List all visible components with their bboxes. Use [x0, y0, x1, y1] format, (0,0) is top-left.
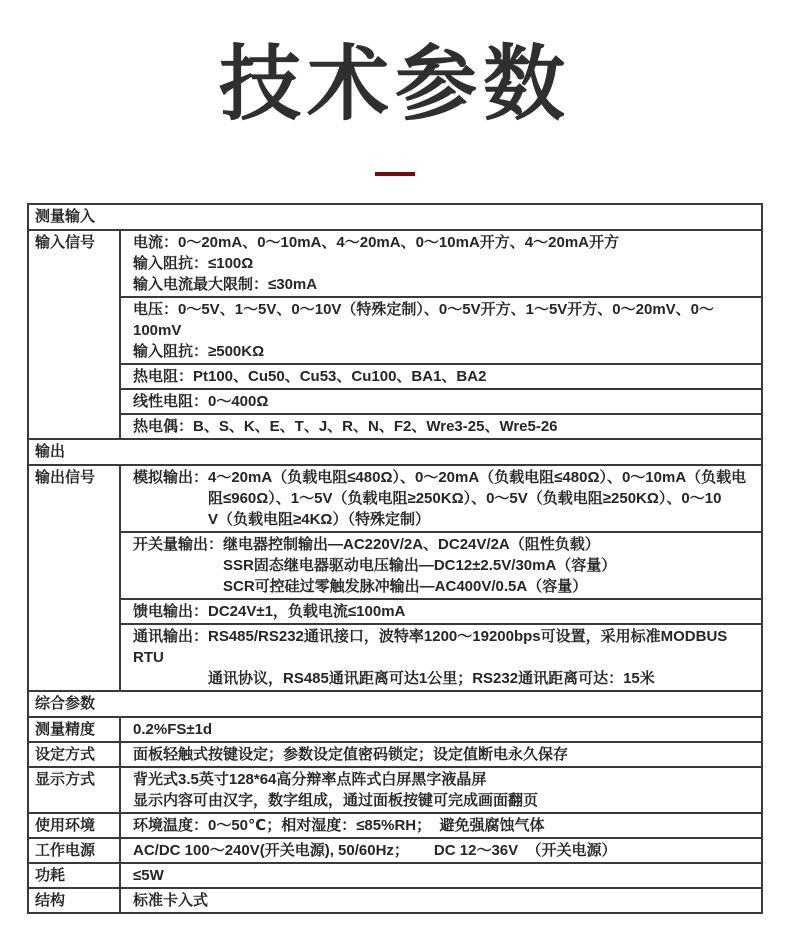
spec-row-power-supply	[29, 839, 761, 864]
spec-group	[121, 839, 761, 862]
spec-label: 功耗	[29, 864, 121, 887]
spec-group-rtd	[121, 365, 761, 390]
spec-group	[121, 743, 761, 766]
spec-group-voltage	[121, 298, 761, 365]
spec-line: 输入阻抗：≤100Ω	[133, 255, 254, 273]
spec-line: 模拟输出：4～20mA（负载电阻≤480Ω）、0～20mA（负载电阻≤480Ω）、0～10mA（负载电	[133, 469, 747, 487]
spec-line: 通讯输出：RS485/RS232通讯接口，波特率1200～19200bps可设置，采用标准MODBUS RTU	[133, 628, 732, 667]
spec-line: SSR固态继电器驱动电压输出—DC12±2.5V/30mA（容量）	[223, 557, 617, 575]
spec-row-setting-method	[29, 743, 761, 768]
spec-line: 馈电输出：DC24V±1，负载电流≤100mA	[133, 603, 406, 621]
spec-line: 电压：0～5V、1～5V、0～10V（特殊定制）、0～5V开方、1～5V开方、0～20mV、0～100mV	[133, 301, 715, 340]
spec-line: AC/DC 100～240V(开关电源), 50/60Hz； DC 12～36V （开关电源）	[133, 842, 617, 860]
spec-row-environment	[29, 814, 761, 839]
spec-line: 通讯协议，RS485通讯距离可达1公里；RS232通讯距离可达：15米	[208, 670, 655, 688]
spec-group-comm-output	[121, 625, 761, 690]
spec-line: 输入电流最大限制：≤30mA	[133, 276, 318, 294]
spec-line: 阻≤960Ω）、1～5V（负载电阻≥250KΩ）、0～5V（负载电阻≥250KΩ）、0～10	[208, 490, 722, 508]
spec-line: 输入阻抗：≥500KΩ	[133, 343, 265, 361]
section-header-general-params: 综合参数	[29, 692, 761, 718]
section-header-output: 输出	[29, 440, 761, 466]
spec-content	[121, 743, 761, 766]
spec-line: 开关量输出：继电器控制输出—AC220V/2A、DC24V/2A（阻性负载）	[133, 536, 600, 554]
spec-content	[121, 839, 761, 862]
spec-table	[27, 203, 763, 914]
spec-line: V（负载电阻≥4KΩ）（特殊定制）	[208, 511, 430, 529]
spec-group-analog-output	[121, 466, 761, 533]
spec-line: 面板轻触式按键设定；参数设定值密码锁定；设定值断电永久保存	[133, 746, 569, 764]
spec-row-accuracy	[29, 718, 761, 743]
spec-line: 热电偶：B、S、K、E、T、J、R、N、F2、Wre3-25、Wre5-26	[133, 418, 558, 436]
spec-group-thermocouple	[121, 415, 761, 438]
spec-row-output-signal	[29, 466, 761, 692]
spec-line: 显示内容可由汉字，数字组成，通过面板按键可完成画面翻页	[133, 792, 539, 810]
spec-group-feed-output	[121, 600, 761, 625]
spec-label: 输入信号	[29, 231, 121, 438]
spec-line: 0.2%FS±1d	[133, 721, 213, 739]
spec-line: 背光式3.5英寸128*64高分辩率点阵式白屏黑字液晶屏	[133, 771, 487, 789]
spec-line: 标准卡入式	[133, 892, 209, 910]
spec-line: ≤5W	[133, 867, 164, 885]
page-title: 技术参数	[218, 39, 571, 130]
spec-label: 测量精度	[29, 718, 121, 741]
spec-line: 电流：0～20mA、0～10mA、4～20mA、0～10mA开方、4～20mA开方	[133, 234, 619, 252]
spec-label: 结构	[29, 889, 121, 912]
spec-line: SCR可控硅过零触发脉冲输出—AC400V/0.5A（容量）	[223, 578, 588, 596]
spec-group	[121, 864, 761, 887]
spec-line: 环境温度：0～50℃；相对湿度：≤85%RH； 避免强腐蚀气体	[133, 817, 545, 835]
spec-label: 工作电源	[29, 839, 121, 862]
section-header-measurement-input: 测量输入	[29, 205, 761, 231]
spec-row-power-consumption	[29, 864, 761, 889]
spec-label: 设定方式	[29, 743, 121, 766]
spec-content	[121, 231, 761, 438]
spec-group	[121, 768, 761, 812]
spec-content	[121, 768, 761, 812]
spec-label: 使用环境	[29, 814, 121, 837]
spec-content	[121, 718, 761, 741]
spec-line: 线性电阻：0～400Ω	[133, 393, 269, 411]
spec-label: 输出信号	[29, 466, 121, 690]
spec-group-switch-output	[121, 533, 761, 600]
spec-content	[121, 864, 761, 887]
spec-content	[121, 466, 761, 690]
spec-content	[121, 814, 761, 837]
spec-group	[121, 814, 761, 837]
spec-label: 显示方式	[29, 768, 121, 812]
spec-group	[121, 718, 761, 741]
spec-line: 热电阻：Pt100、Cu50、Cu53、Cu100、BA1、BA2	[133, 368, 487, 386]
spec-row-display-method	[29, 768, 761, 814]
spec-row-input-signal	[29, 231, 761, 440]
spec-group-linear-resistance	[121, 390, 761, 415]
title-underline-accent	[375, 172, 415, 176]
spec-group-current	[121, 231, 761, 298]
